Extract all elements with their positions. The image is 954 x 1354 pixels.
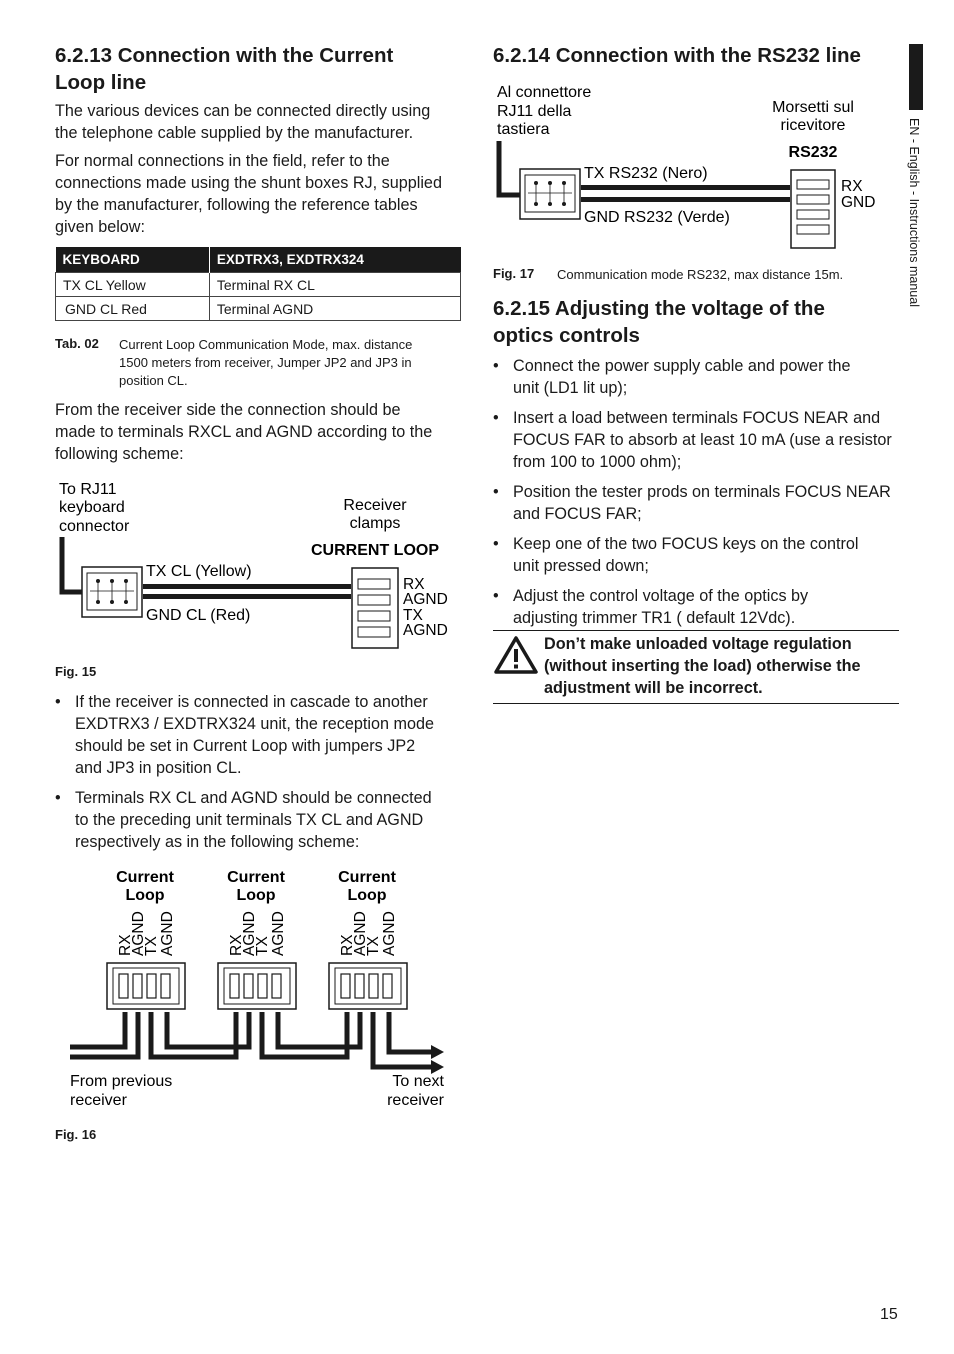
paragraph-1 [55, 100, 465, 144]
fig17-wire1-label: TX RS232 (Nero) [584, 165, 708, 182]
list-item [493, 585, 903, 629]
warning-line: adjustment will be incorrect. [544, 679, 763, 697]
bullet-line: from 100 to 1000 ohm); [513, 453, 682, 471]
table-row [56, 297, 461, 321]
bullet-line: unit (LD1 lit up); [513, 379, 628, 397]
fig17-left-label: RJ11 della [497, 103, 572, 120]
bullet-line: and JP3 in position CL. [75, 759, 242, 777]
fig15-terminal-slot [358, 579, 390, 589]
list-item [493, 407, 903, 473]
fig15-caption: Fig. 15 [55, 664, 97, 679]
fig16-to-label: receiver [387, 1092, 444, 1109]
fig16-block-title: Loop [236, 887, 276, 904]
fig16-wire-1-2-tx [151, 1012, 236, 1057]
fig16-terminal-label: AGND [381, 911, 398, 956]
fig16-terminal-slot [369, 974, 378, 998]
fig15-terminal-label: TX [403, 607, 423, 624]
bullet-line: • Adjust the control voltage of the optics by [513, 587, 809, 605]
fig17-left-label: Al connettore [497, 84, 592, 101]
fig15-left-label: keyboard [59, 499, 125, 516]
fig15-left-label: connector [59, 518, 130, 535]
adjust-bullets [493, 355, 903, 637]
p2-line: connections made using the shunt boxes RJ, supplied [55, 174, 442, 192]
fig15-terminal-label: RX [403, 576, 425, 593]
fig16-terminal-slot [383, 974, 392, 998]
fig17-terminal-slot [797, 225, 829, 234]
fig15-terminal-label: AGND [403, 622, 448, 639]
fig16-terminal-label: AGND [241, 911, 258, 956]
bullet-line: • Terminals RX CL and AGND should be connected [75, 789, 432, 807]
fig15-wire2 [143, 594, 351, 599]
fig15-right-label: clamps [349, 515, 401, 532]
warning-line: Don’t make unloaded voltage regulation [544, 635, 852, 653]
list-item [493, 481, 903, 525]
fig16-terminal-label: RX [228, 934, 245, 956]
bullet-line: should be set in Current Loop with jumpers JP2 [75, 737, 416, 755]
bullet-line: to the preceding unit terminals TX CL and AGND [75, 811, 424, 829]
table-header: KEYBOARD [56, 247, 210, 273]
fig15-cable [62, 537, 84, 592]
connection-table [55, 247, 461, 321]
bullet-line: FOCUS FAR to absorb at least 10 mA (use a resistor [513, 431, 892, 449]
bullet-line: • Connect the power supply cable and power the [513, 357, 851, 375]
fig17-wire1 [581, 185, 790, 190]
section-6-2-15 [493, 295, 903, 349]
warning-box [493, 630, 899, 704]
section-title-line1: 6.2.15 Adjusting the voltage of the [493, 297, 825, 320]
bullet-line: respectively as in the following scheme: [75, 833, 360, 851]
table-caption-line: 1500 meters from receiver, Jumper JP2 and JP3 in [119, 355, 412, 370]
bullet-line: unit pressed down; [513, 557, 649, 575]
fig15-wire1-label: TX CL (Yellow) [146, 563, 252, 580]
fig16-caption: Fig. 16 [55, 1127, 97, 1142]
fig16-diagram [55, 860, 455, 1115]
fig15-terminal-slot [358, 611, 390, 621]
fig17-right-label: ricevitore [780, 117, 846, 134]
fig16-terminal-label: TX [365, 936, 382, 956]
fig16-terminal-slot [147, 974, 156, 998]
fig16-terminal-slot [244, 974, 253, 998]
fig16-block-title: Current [116, 869, 174, 886]
fig17-cable [499, 141, 522, 195]
fig17-terminal-slot [797, 180, 829, 189]
section-6-2-13 [55, 42, 465, 96]
fig16-terminal-label: AGND [130, 911, 147, 956]
fig17-wire2 [581, 197, 790, 202]
cascade-bullets [55, 691, 465, 861]
fig16-terminal-label: RX [117, 934, 134, 956]
fig17-terminal-label: RX [841, 178, 863, 195]
fig16-terminal-slot [230, 974, 239, 998]
p1-line: the telephone cable supplied by the manufacturer. [55, 124, 414, 142]
table-caption-line: Current Loop Communication Mode, max. distance [119, 337, 413, 352]
bullet-line: • Insert a load between terminals FOCUS NEAR and [513, 409, 881, 427]
fig17-bold-label: RS232 [788, 144, 838, 161]
section-title-line2: optics controls [493, 324, 640, 347]
fig17-right-label: Morsetti sul [772, 99, 854, 116]
fig16-wire-out-tx [373, 1012, 435, 1067]
bullet-line: • If the receiver is connected in cascade to another [75, 693, 428, 711]
section-title-line2: Loop line [55, 71, 147, 94]
bullet-line: adjusting trimmer TR1 ( default 12Vdc). [513, 609, 796, 627]
page-number: 15 [880, 1306, 898, 1323]
list-item [493, 355, 903, 399]
fig17-left-label: tastiera [497, 121, 550, 138]
p2-line: For normal connections in the field, refer to the [55, 152, 390, 170]
fig15-terminal-label: AGND [403, 591, 448, 608]
fig15-bold-label: CURRENT LOOP [311, 542, 439, 559]
fig16-receiver-block [107, 869, 185, 1009]
fig16-block-title: Current [227, 869, 285, 886]
fig17-diagram [490, 78, 900, 256]
table-cell: Terminal AGND [209, 297, 460, 321]
fig17-terminal-slot [797, 195, 829, 204]
fig17-caption-text: Communication mode RS232, max distance 15m. [557, 267, 844, 282]
fig17-terminal-label: GND [841, 194, 876, 211]
list-item [493, 533, 903, 577]
table-cell: TX CL Yellow [56, 273, 210, 297]
fig17-wire2-label: GND RS232 (Verde) [584, 209, 730, 226]
fig17-terminal-slot [797, 210, 829, 219]
fig16-receiver-block [218, 869, 296, 1009]
warning-line: (without inserting the load) otherwise the [544, 657, 861, 675]
fig16-terminal-slot [119, 974, 128, 998]
p3-line: From the receiver side the connection should be [55, 401, 401, 419]
fig15-right-label: Receiver [343, 497, 407, 514]
fig15-terminal-slot [358, 595, 390, 605]
fig16-wire-in-agnd [70, 1012, 138, 1057]
list-item [55, 787, 465, 853]
p3-line: made to terminals RXCL and AGND according to the [55, 423, 433, 441]
section-6-2-14-title: 6.2.14 Connection with the RS232 line [493, 44, 861, 67]
fig16-block-title: Loop [347, 887, 387, 904]
fig17-caption-label: Fig. 17 [493, 266, 535, 281]
fig16-arrow-icon [431, 1045, 444, 1059]
fig16-terminal-slot [272, 974, 281, 998]
fig16-terminal-label: AGND [159, 911, 176, 956]
paragraph-3 [55, 399, 465, 465]
fig16-terminal-slot [161, 974, 170, 998]
table-cell: Terminal RX CL [209, 273, 460, 297]
fig16-terminal-slot [133, 974, 142, 998]
fig16-from-label: From previous [70, 1073, 173, 1090]
fig16-terminal-label: AGND [270, 911, 287, 956]
bullet-line: and FOCUS FAR; [513, 505, 642, 523]
side-tab-marker [909, 44, 923, 110]
fig16-terminal-slot [355, 974, 364, 998]
sidebar-language-label: EN - English - Instructions manual [907, 118, 921, 307]
fig16-receiver-block [329, 869, 407, 1009]
fig16-to-label: To next [392, 1073, 444, 1090]
bullet-line: EXDTRX3 / EXDTRX324 unit, the reception mode [75, 715, 434, 733]
fig16-terminal-label: RX [339, 934, 356, 956]
table-header: EXDTRX3, EXDTRX324 [209, 247, 460, 273]
list-item [55, 691, 465, 779]
fig16-wire-in-rx [70, 1012, 125, 1047]
fig16-terminal-slot [258, 974, 267, 998]
bullet-line: • Keep one of the two FOCUS keys on the control [513, 535, 859, 553]
fig15-left-label: To RJ11 [59, 481, 117, 498]
fig15-wire1 [143, 584, 351, 589]
fig16-wire-out-agnd [389, 1012, 435, 1052]
fig15-terminal-slot [358, 627, 390, 637]
fig15-wire2-label: GND CL (Red) [146, 607, 251, 624]
fig16-arrow-icon [431, 1060, 444, 1074]
table-cell: GND CL Red [56, 297, 210, 321]
fig16-terminal-label: TX [254, 936, 271, 956]
table-caption-line: position CL. [119, 373, 188, 388]
section-title-line1: 6.2.13 Connection with the Current [55, 44, 394, 67]
fig16-block-title: Current [338, 869, 396, 886]
fig15-diagram [50, 475, 470, 655]
fig16-block-title: Loop [125, 887, 165, 904]
warning-triangle-icon [493, 635, 539, 675]
p3-line: following scheme: [55, 445, 184, 463]
p2-line: given below: [55, 218, 145, 236]
paragraph-2 [55, 150, 465, 238]
fig16-terminal-label: AGND [352, 911, 369, 956]
fig16-terminal-slot [341, 974, 350, 998]
fig16-terminal-label: TX [143, 936, 160, 956]
p2-line: by the manufacturer, following the reference tables [55, 196, 418, 214]
table-caption-label: Tab. 02 [55, 336, 99, 351]
fig16-wire-2-3-tx [262, 1012, 347, 1057]
p1-line: The various devices can be connected directly using [55, 102, 431, 120]
bullet-line: • Position the tester prods on terminals FOCUS NEAR [513, 483, 891, 501]
table-row [56, 273, 461, 297]
fig16-from-label: receiver [70, 1092, 127, 1109]
